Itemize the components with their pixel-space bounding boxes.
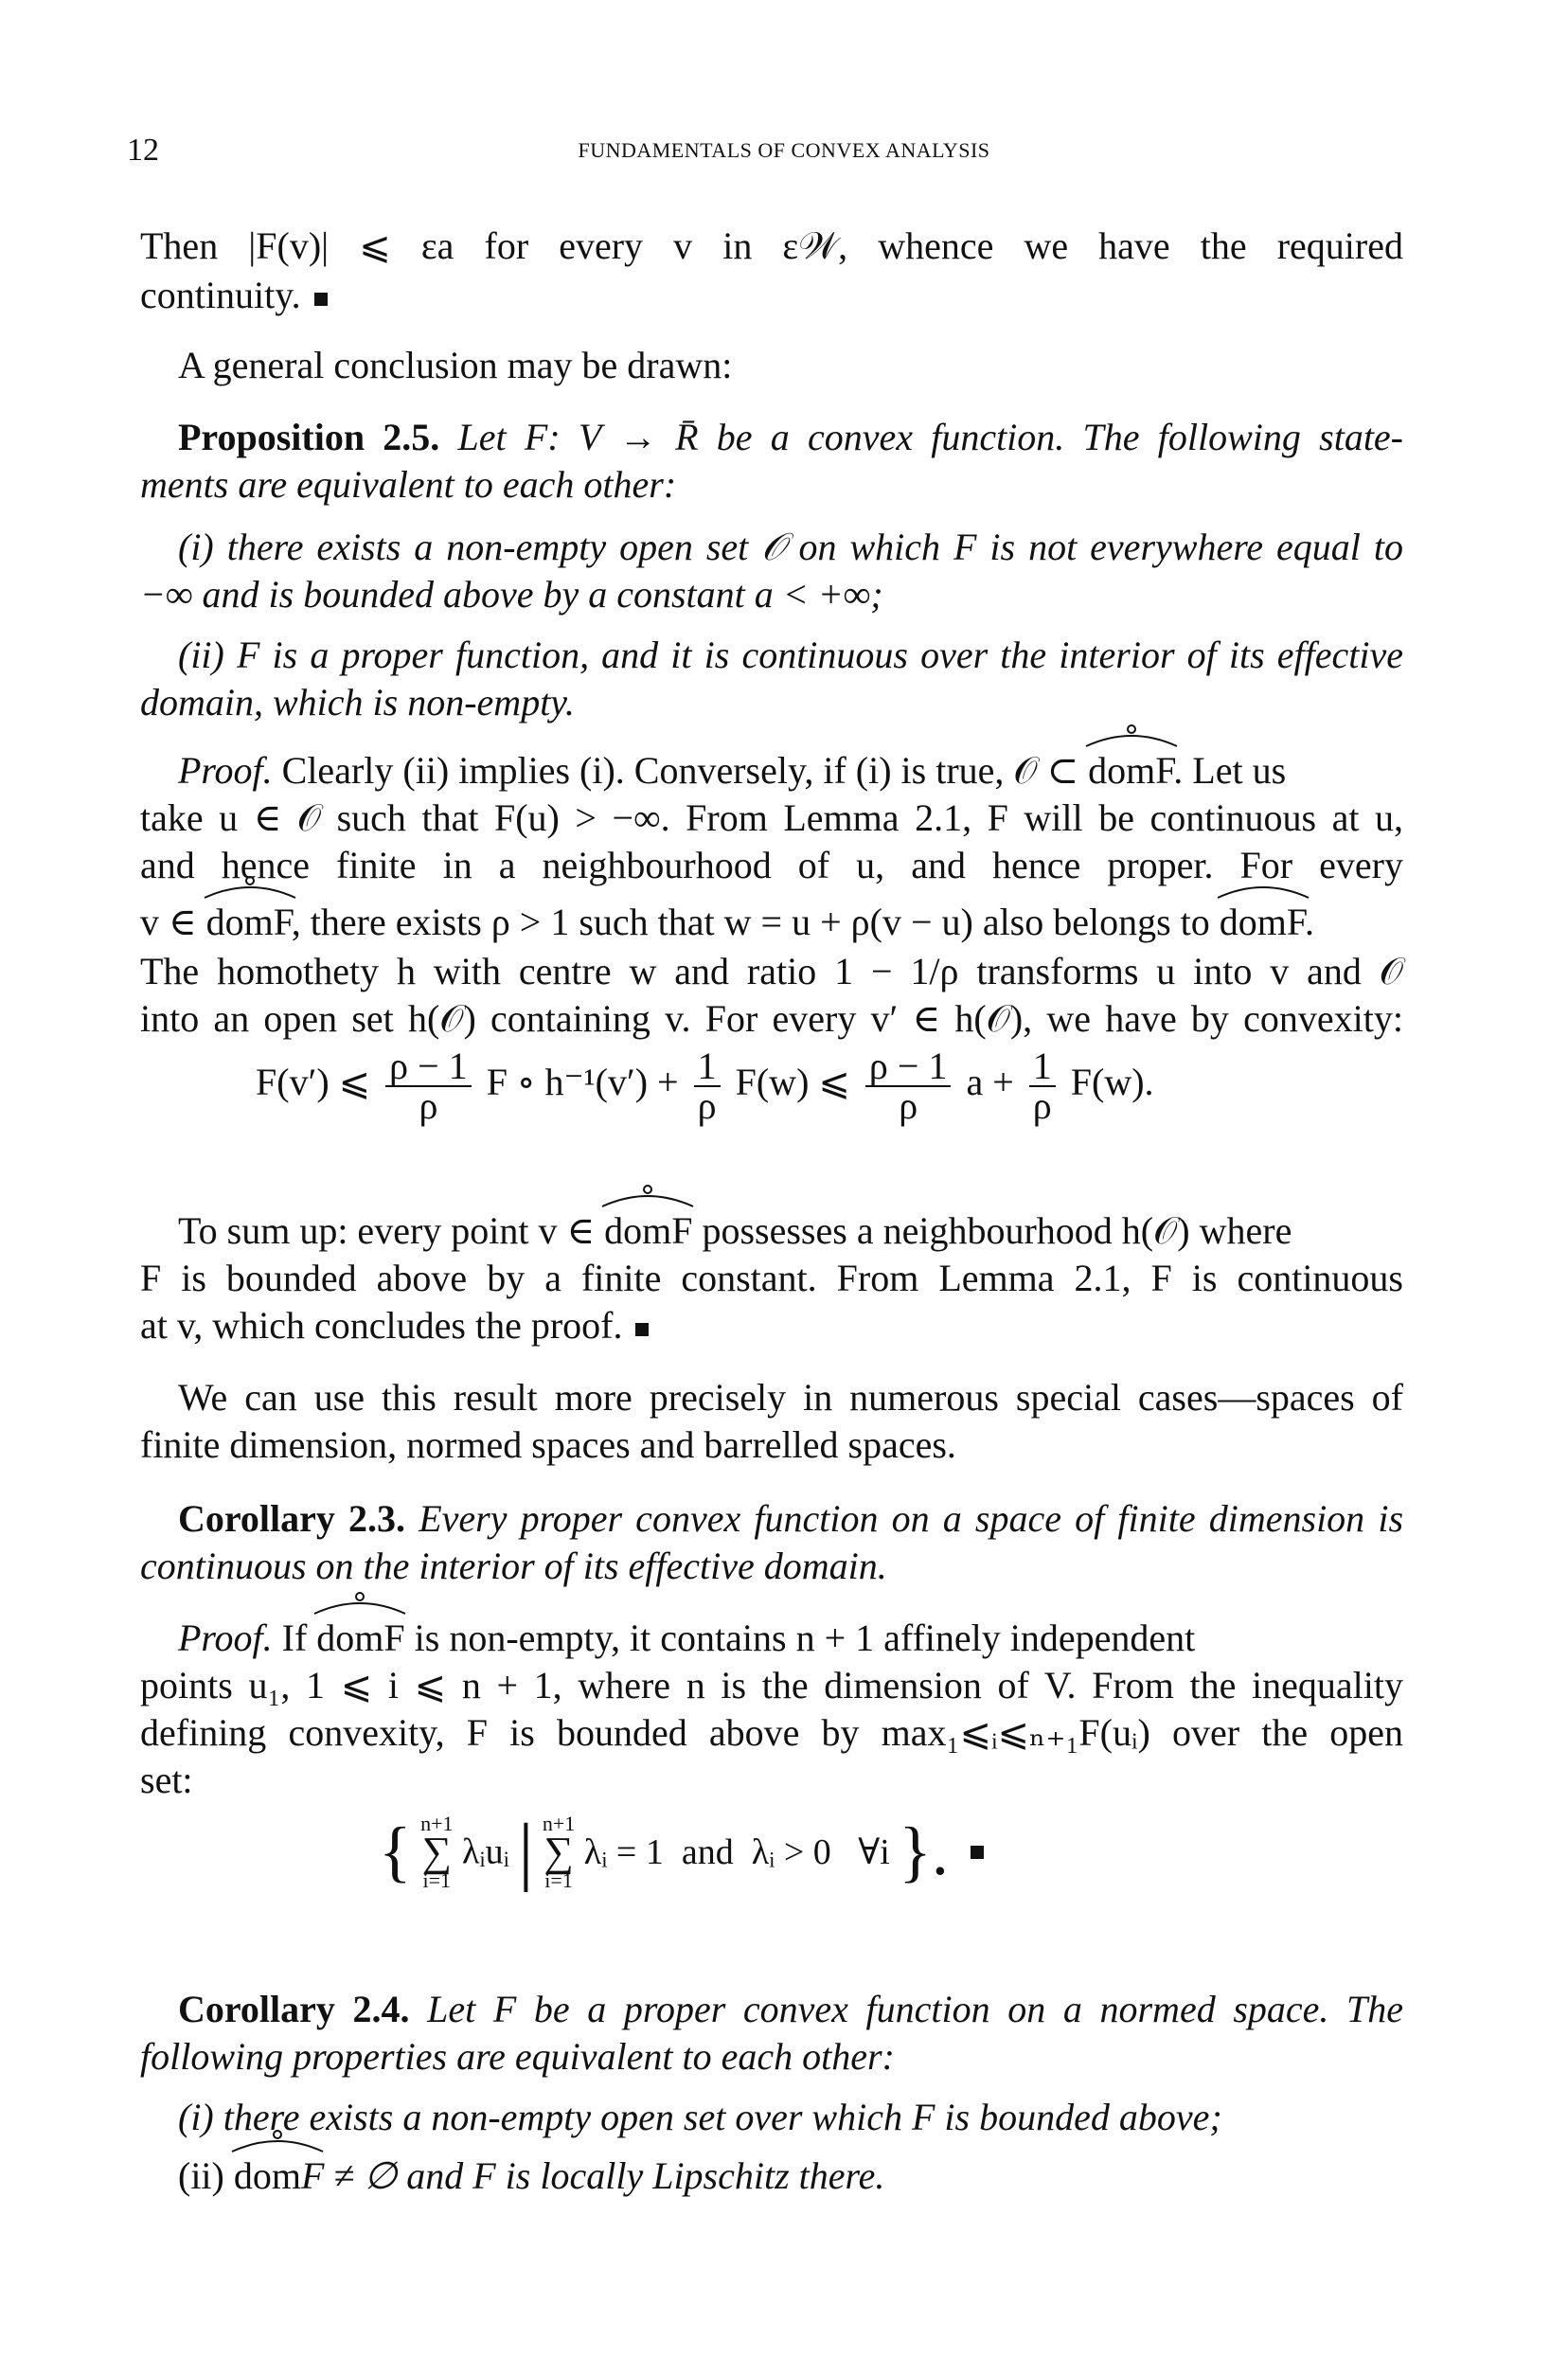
proof2-line1: Proof. If domF is non-empty, it contains n + 1 affinely independent xyxy=(178,1616,1403,1661)
interior-dom: dom xyxy=(234,2153,301,2199)
prop25-line1: Proposition 2.5. Let F: V → R̄ be a convex function. The following state- xyxy=(178,416,1403,458)
interior-arc-icon xyxy=(230,2129,325,2153)
prop25-line2: ments are equivalent to each other: xyxy=(140,463,677,506)
p4-line2: finite dimension, normed spaces and barrelled spaces. xyxy=(140,1423,956,1466)
p3-line3: at v, which concludes the proof. xyxy=(140,1303,1403,1349)
proof1-line2: take u ∈ 𝒪 such that F(u) > −∞. From Lemma 2.1, F will be continuous at u, xyxy=(140,796,1403,839)
interior-arc-icon xyxy=(203,875,297,900)
interior-dom: dom xyxy=(604,1208,671,1254)
sum-symbol: n+1 ∑ i=1 xyxy=(542,1811,576,1892)
proof1-line3: and hence finite in a neighbourhood of u, and hence proper. For every xyxy=(140,844,1403,886)
cor24-item-ii: (ii) domF ≠ ∅ and F is locally Lipschitz there. xyxy=(178,2153,1441,2199)
proof1-line5: The homothety h with centre w and ratio 1 − 1/ρ transforms u into v and 𝒪 xyxy=(140,950,1403,992)
proof1-line1: Proof. Clearly (ii) implies (i). Conversely, if (i) is true, 𝒪 ⊂ domF. Let us xyxy=(178,748,1403,794)
proof2-line2: points u₁, 1 ⩽ i ⩽ n + 1, where n is the dimension of V. From the inequality xyxy=(140,1664,1403,1706)
prop25-item-ii-line2: domain, which is non-empty. xyxy=(140,681,575,723)
fraction: $\frac{\rho - 1}{\rho}$ xyxy=(385,1047,472,1125)
p2-line: A general conclusion may be drawn: xyxy=(178,344,733,386)
page-number: 12 xyxy=(127,133,159,168)
interior-dom: dom xyxy=(316,1616,383,1661)
proof2-line4: set: xyxy=(140,1759,193,1801)
equation-set: { n+1 ∑ i=1 λᵢuᵢ | n+1 ∑ i=1 λᵢ = 1 and λᵢ > 0 ∀i }. xyxy=(379,1809,984,1895)
cor24-item-i: (i) there exists a non-empty open set over which F is bounded above; xyxy=(178,2096,1222,2138)
running-title: FUNDAMENTALS OF CONVEX ANALYSIS xyxy=(578,138,990,162)
prop25-item-ii-line1: (ii) F is a proper function, and it is continuous over the interior of its effective xyxy=(178,634,1403,676)
interior-dom: dom xyxy=(1088,748,1155,794)
interior-arc-icon xyxy=(1084,723,1179,748)
qed-mark xyxy=(314,293,328,306)
qed-mark xyxy=(971,1846,984,1859)
cor24-line1: Corollary 2.4. Let F be a proper convex function on a normed space. The xyxy=(178,1988,1404,2030)
equation-convexity: F(v′) ⩽ $\frac{\rho - 1}{\rho}$ F ∘ h⁻¹(v′) + $\frac{1}{\rho}$ F(w) ⩽ $\frac{\rho - 1}{\rho}$ a + $\frac{1}{\rho}$ F(w). xyxy=(256,1045,1154,1127)
interior-arc-icon xyxy=(312,1591,407,1616)
proof1-line4: v ∈ domF, there exists ρ > 1 such that w = u + ρ(v − u) also belongs to domF. xyxy=(140,900,1403,945)
cor23-line2: continuous on the interior of its effective domain. xyxy=(140,1545,887,1587)
interior-dom: dom xyxy=(206,900,274,945)
p1-line1: Then |F(v)| ⩽ εa for every v in ε𝒲, whence we have the required xyxy=(140,224,1403,267)
cor24-line2: following properties are equivalent to each other: xyxy=(140,2035,895,2078)
interior-dom: dom xyxy=(1220,900,1287,945)
fraction: $\frac{1}{\rho}$ xyxy=(1029,1047,1056,1125)
cor23-line1: Corollary 2.3. Every proper convex function on a space of finite dimension is xyxy=(178,1497,1404,1540)
prop25-item-i-line2: −∞ and is bounded above by a constant a < +∞; xyxy=(140,573,883,616)
p3-line1: To sum up: every point v ∈ domF possesses a neighbourhood h(𝒪) where xyxy=(178,1208,1403,1254)
fraction: $\frac{\rho - 1}{\rho}$ xyxy=(865,1047,952,1125)
prop25-item-i-line1: (i) there exists a non-empty open set 𝒪 on which F is not everywhere equal to xyxy=(178,526,1403,568)
interior-arc-icon xyxy=(1216,875,1310,900)
sum-symbol: n+1 ∑ i=1 xyxy=(420,1811,454,1892)
proof2-line3: defining convexity, F is bounded above by max₁⩽ᵢ⩽ₙ₊₁F(uᵢ) over the open xyxy=(140,1711,1403,1754)
p1-line2: continuity. xyxy=(140,273,1403,318)
p4-line1: We can use this result more precisely in numerous special cases—spaces of xyxy=(178,1376,1403,1419)
interior-arc-icon xyxy=(600,1184,695,1208)
fraction: $\frac{1}{\rho}$ xyxy=(694,1047,721,1125)
proof1-line6: into an open set h(𝒪) containing v. For every v′ ∈ h(𝒪), we have by convexity: xyxy=(140,997,1403,1040)
qed-mark xyxy=(635,1323,649,1336)
p3-line2: F is bounded above by a finite constant. From Lemma 2.1, F is continuous xyxy=(140,1257,1403,1299)
